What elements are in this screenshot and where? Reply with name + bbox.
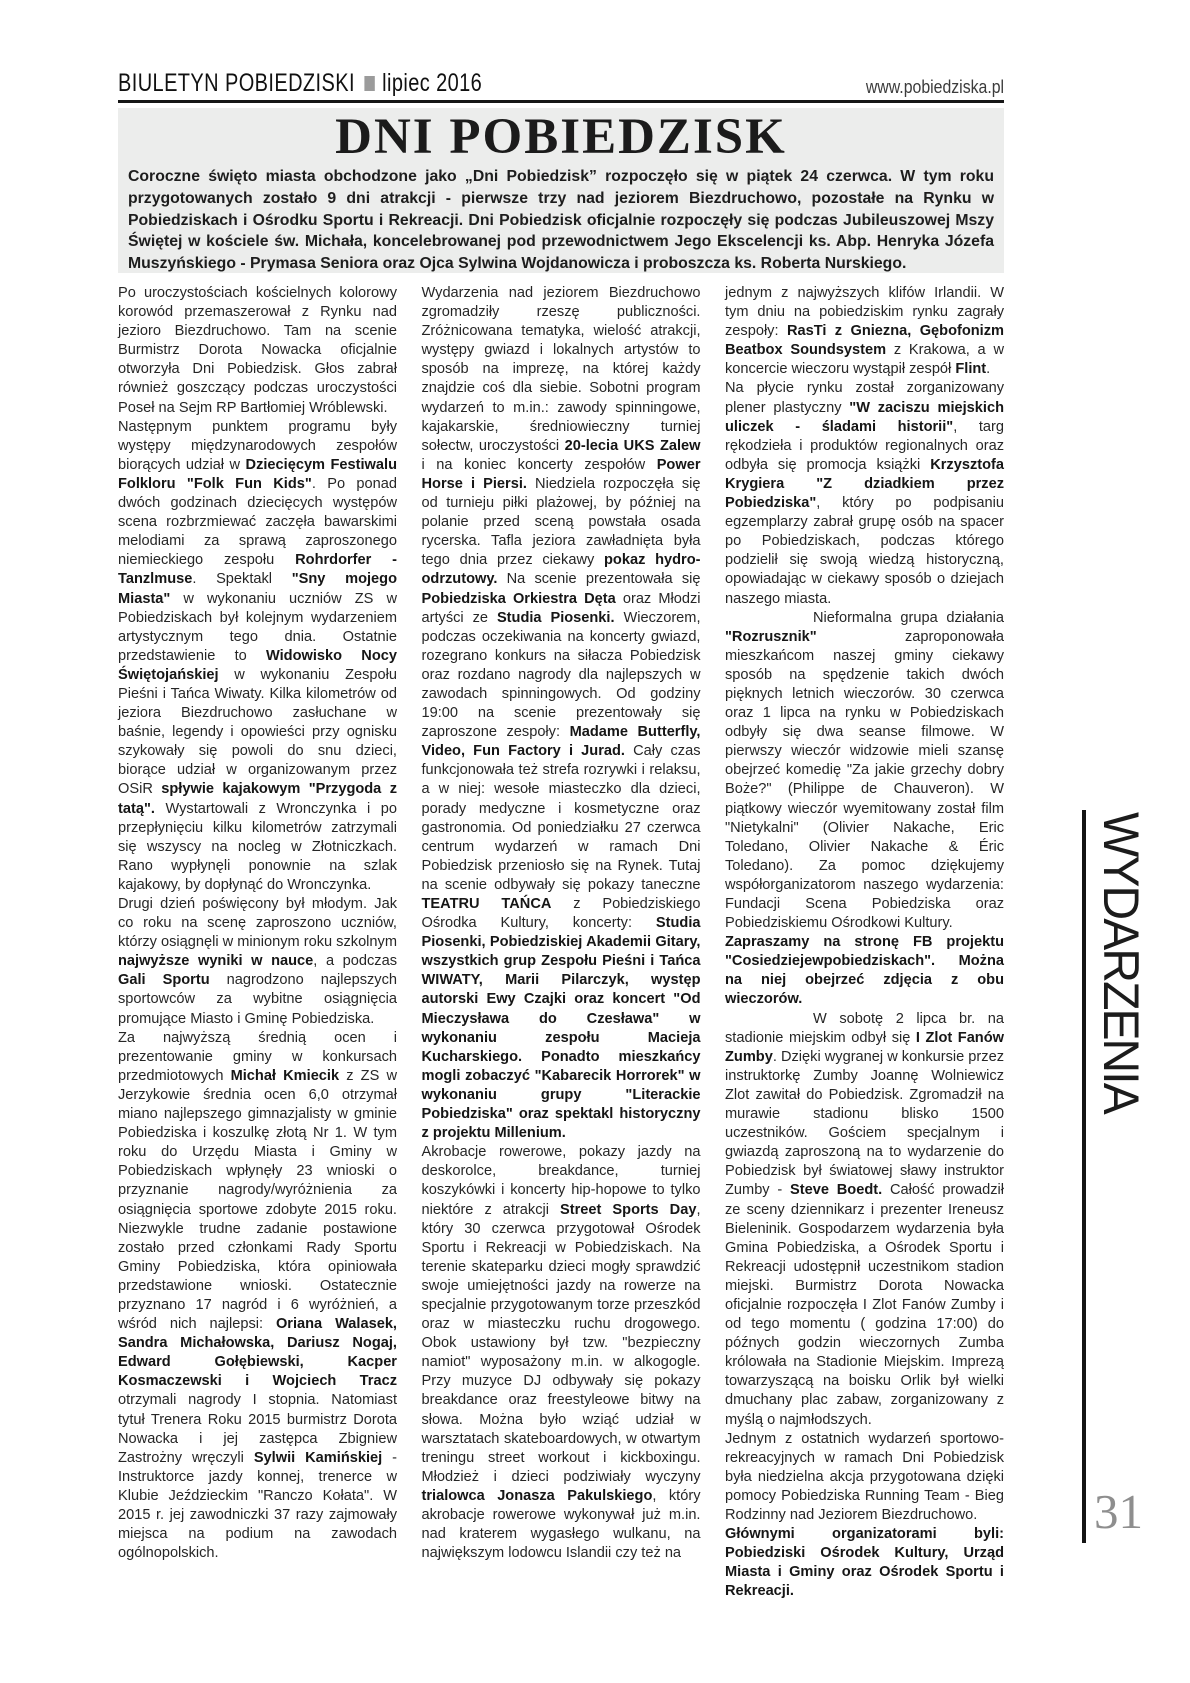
issue-date: lipiec 2016 — [382, 69, 483, 97]
paragraph: Nieformalna grupa działania "Rozrusznik" zaproponowała mieszkańcom naszej gminy ciekawy sposób na spędzenie takich dwóch pięknych letnich wieczorów. 30 czerwca oraz 1 lipca na rynku w Pobiedziskach odbyły się dwa seanse filmowe. W pierwszy wieczór widzowie mieli szansę obejrzeć komedię "Za jakie grzechy dobry Boże?" (Philippe de Chauveron). W piątkowy wieczór wyemitowany został film "Nietykalni" (Olivier Nakache, Eric Toledano, Olivier Nakache & Éric Toledano). Za pomoc dziękujemy współorganizatorom naszego wydarzenia: Fundacji Scena Pobiedziska oraz Pobiedziskiemu Ośrodkowi Kultury. — [725, 609, 1004, 932]
paragraph: jednym z najwyższych klifów Irlandii. W tym dniu na pobiedziskim rynku zagrały zespoły: RasTi z Gniezna, Gębofonizm Beatbox Soundsystem z Krakowa, a w koncercie wieczoru wystąpił zespół Flint. — [725, 285, 1005, 378]
page-header — [118, 70, 1004, 98]
paragraph: Następnym punktem programu były występy międzynarodowych zespołów biorących udział w Dziecięcym Festiwalu Folkloru "Folk Fun Kids". Po ponad dwóch godzinach dziecięcych występów scena rozbrzmiewać zaczęła bawarskimi melodiami za sprawą zaproszonego niemieckiego zespołu Rohrdorfer - Tanzlmuse. Spektakl "Sny mojego Miasta" w wykonaniu uczniów ZS w Pobiedziskach był kolejnym wydarzeniem artystycznym tego dnia. Ostatnie przedstawienie to Widowisko Nocy Świętojańskiej w wykonaniu Zespołu Pieśni i Tańca Wiwaty. Kilka kilometrów od jeziora Biezdruchowo zasłuchane w baśnie, legendy i opowieści przy ognisku szykowały się powoli do snu dzieci, biorące udział w organizowanym przez OSiR spływie kajakowym "Przygoda z tatą". Wystartowali z Wronczynka i po przepłynięciu kilku kilometrów zatrzymali się wszyscy na nocleg w Złotniczkach. Rano wypłynęli ponownie na szlak kajakowy, by dopłynąć do Wronczynka. — [118, 418, 398, 893]
brand-square-icon — [365, 76, 375, 91]
page-number: 31 — [1094, 1484, 1143, 1539]
article-column-1 — [118, 284, 397, 1601]
paragraph: Drugi dzień poświęcony był młodym. Jak co roku na scenę zaproszono uczniów, którzy osiągnęli w minionym roku szkolnym najwyższe wyniki w nauce, a podczas Gali Sportu nagrodzono najlepszych sportowców za wybitne osiągnięcia promujące Miasto i Gminę Pobiedziska. — [118, 896, 398, 1027]
article-masthead — [118, 108, 1004, 273]
paragraph: Na płycie rynku został zorganizowany plener plastyczny "W zaciszu miejskich uliczek - śladami historii", targ rękodzieła i produktów regionalnych oraz odbyła się promocja książki Krzysztofa Krygiera "Z dziadkiem przez Pobiedziska", który po podpisaniu egzemplarzy zabrał grupę osób na spacer po Pobiedziskach, podczas którego podzielił się swoją wiedzą historyczną, opowiadając w ciekawy sposób o dziejach naszego miasta. — [725, 380, 1004, 607]
article-column-2 — [422, 284, 701, 1601]
bulletin-brand: BIULETYN POBIEDZISKI — [118, 69, 355, 97]
section-label-vertical: WYDARZENIA — [1093, 812, 1149, 1113]
paragraph: Za najwyższą średnią ocen i prezentowanie gminy w konkursach przedmiotowych Michał Kmiecik z ZS w Jerzykowie średnia ocen 6,0 otrzymał miano najlepszego gimnazjalisty w gminie Pobiedziska i koszulkę złotą Nr 1. W tym roku do Urzędu Miasta i Gminy w Pobiedziskach wpłynęły 23 wnioski o przyznanie nagrody/wyróżnienia za osiągnięcia sportowe zdobyte 2015 roku. Niezwykle trudne zadanie postawione zostało przed członkami Rady Sportu Gminy Pobiedziska, która opiniowała przedstawione wnioski. Ostatecznie przyznano 17 nagród i 6 wyróżnień, a wśród nich najlepsi: Oriana Walasek, Sandra Michałowska, Dariusz Nogaj, Edward Gołębiewski, Kacper Kosmaczewski i Wojciech Tracz otrzymali nagrody I stopnia. Natomiast tytuł Trenera Roku 2015 burmistrz Dorota Nowacka i jej zastępca Zbigniew Zastrożny wręczyli Sylwii Kamińskiej - Instruktorce jazdy konnej, trenerce w Klubie Jeździeckim "Ranczo Kołata". W 2015 r. jej zawodniczki 37 razy zajmowały miejsca na podium na zawodach ogólnopolskich. — [118, 1029, 397, 1562]
section-divider-rule — [1082, 810, 1086, 1543]
masthead-brand-row — [118, 69, 482, 98]
article-body — [118, 284, 1004, 1601]
paragraph: Zapraszamy na stronę FB projektu "Cosiedziejewpobiedziskach". Można na niej obejrzeć zdjęcia z obu wieczorów. — [725, 934, 1004, 1008]
paragraph: Jednym z ostatnich wydarzeń sportowo-rekreacyjnych w ramach Dni Pobiedzisk była niedzielna akcja przygotowana dzięki pomocy Pobiedziska Running Team - Bieg Rodzinny nad Jeziorem Biezdruchowo. — [725, 1430, 1004, 1523]
article-title: DNI POBIEDZISK — [335, 109, 787, 165]
paragraph: W sobotę 2 lipca br. na stadionie miejskim odbył się I Zlot Fanów Zumby. Dzięki wygranej w konkursie przez instruktorkę Zumby Joannę Wolniewicz Zlot zawitał do Pobiedzisk. Zgromadził na murawie stadionu blisko 1500 uczestników. Gościem specjalnym i gwiazdą zaproszoną na to wydarzenie do Pobiedzisk był światowej sławy instruktor Zumby - Steve Boedt. Całość prowadził ze sceny dziennikarz i prezenter Ireneusz Bieleninik. Gospodarzem wydarzenia była Gmina Pobiedziska, a Ośrodek Sportu i Rekreacji udostępnił uczestnikom stadion miejski. Burmistrz Dorota Nowacka oficjalnie rozpoczęła I Zlot Fanów Zumby i od tego momentu ( godzina 17:00) do późnych godzin wieczornych Zumba królowała na Stadionie Miejskim. Imprezą towarzyszącą na boisku Orlik był wielki dmuchany plac zabaw, zorganizowany z myślą o najmłodszych. — [725, 1010, 1004, 1428]
paragraph: Głównymi organizatorami byli: Pobiedziski Ośrodek Kultury, Urząd Miasta i Gminy oraz Ośrodek Sportu i Rekreacji. — [725, 1526, 1004, 1600]
article-lead: Coroczne święto miasta obchodzone jako „Dni Pobiedzisk” rozpoczęło się w piątek 24 czerwca. W tym roku przygotowanych zostało 9 dni atrakcji - pierwsze trzy nad jeziorem Biezdruchowo, pozostałe na Rynku w Pobiedziskach i Ośrodku Sportu i Rekreacji. Dni Pobiedzisk oficjalnie rozpoczęły się podczas Jubileuszowej Mszy Świętej w kościele św. Michała, koncelebrowanej pod przewodnictwem Jego Ekscelencji ks. Abp. Henryka Józefa Muszyńskiego - Prymasa Seniora oraz Ojca Sylwina Wojdanowicza i proboszcza ks. Roberta Nurskiego. — [128, 168, 994, 273]
paragraph: Po uroczystościach kościelnych kolorowy korowód przemaszerował z Rynku nad jezioro Biezdruchowo. Tam na scenie Burmistrz Dorota Nowacka oficjalnie otworzyła Dni Pobiedzisk. Głos zabrał również goszczący podczas uroczystości Poseł na Sejm RP Bartłomiej Wróblewski. — [118, 285, 397, 416]
paragraph: Akrobacje rowerowe, pokazy jazdy na deskorolce, breakdance, turniej koszykówki i koncerty hip-hopowe to tylko niektóre z atrakcji Street Sports Day, który 30 czerwca przygotował Ośrodek Sportu i Rekreacji w Pobiedziskach. Na terenie skateparku dzieci mogły sprawdzić swoje umiejętności jazdy na rowerze na specjalnie przygotowanym torze przeszkód oraz w miasteczku ruchu drogowego. Obok ustawiony był tzw. "bezpieczny namiot" wyposażony m.in. w alkogogle. Przy muzyce DJ odbywały się pokazy breakdance oraz freestyleowe bitwy na słowa. Można było wziąć udział w warsztatach skateboardowych, w otwartym treningu street workout i kickboxingu. Młodzież i dzieci podziwiały wyczyny trialowca Jonasza Pakulskiego, który akrobacje rowerowe wykonywał już m.in. nad kraterem wygasłego wulkanu, na największym lodowcu Islandii czy też na — [421, 1144, 701, 1562]
article-column-3 — [725, 284, 1004, 1601]
header-rule — [118, 100, 1004, 103]
website-url: www.pobiedziska.pl — [865, 77, 1004, 97]
paragraph: Wydarzenia nad jeziorem Biezdruchowo zgromadziły rzeszę publiczności. Zróżnicowana tematyka, wielość atrakcji, występy gwiazd i lokalnych artystów to sposób na imprezę, na której każdy znajdzie coś dla siebie. Sobotni program wydarzeń to m.in.: zawody spinningowe, kajakarskie, średniowieczny turniej sołectw, uroczystości 20-lecia UKS Zalew i na koniec koncerty zespołów Power Horse i Piersi. Niedziela rozpoczęła się od turnieju piłki plażowej, by później na polanie przed sceną powstała osada rycerska. Tafla jeziora zawładnięta była tego dnia przez ciekawy pokaz hydro-odrzutowy. Na scenie prezentowała się Pobiedziska Orkiestra Dęta oraz Młodzi artyści ze Studia Piosenki. Wieczorem, podczas oczekiwania na koncerty gwiazd, rozegrano konkurs na siłacza Pobiedzisk oraz rozdano nagrody dla najlepszych w zawodach spinningowych. Od godziny 19:00 na scenie prezentowały się zaproszone zespoły: Madame Butterfly, Video, Fun Factory i Jurad. Cały czas funkcjonowała też strefa rozrywki i relaksu, a w niej: wesołe miasteczko dla dzieci, porady medyczne i kosmetyczne oraz gastronomia. Od poniedziałku 27 czerwca centrum wydarzeń w ramach Dni Pobiedzisk przeniosło się na Rynek. Tutaj na scenie odbywały się pokazy taneczne TEATRU TAŃCA z Pobiedziskiego Ośrodka Kultury, koncerty: Studia Piosenki, Pobiedziskiej Akademii Gitary, wszystkich grup Zespołu Pieśni i Tańca WIWATY, Marii Pilarczyk, występ autorski Ewy Czajki oraz koncert "Od Mieczysława do Czesława" w wykonaniu zespołu Macieja Kucharskiego. Ponadto mieszkańcy mogli zobaczyć "Kabarecik Horrorek" w wykonaniu grupy "Literackie Pobiedziska" oraz spektakl historyczny z projektu Millenium. — [421, 285, 701, 1142]
